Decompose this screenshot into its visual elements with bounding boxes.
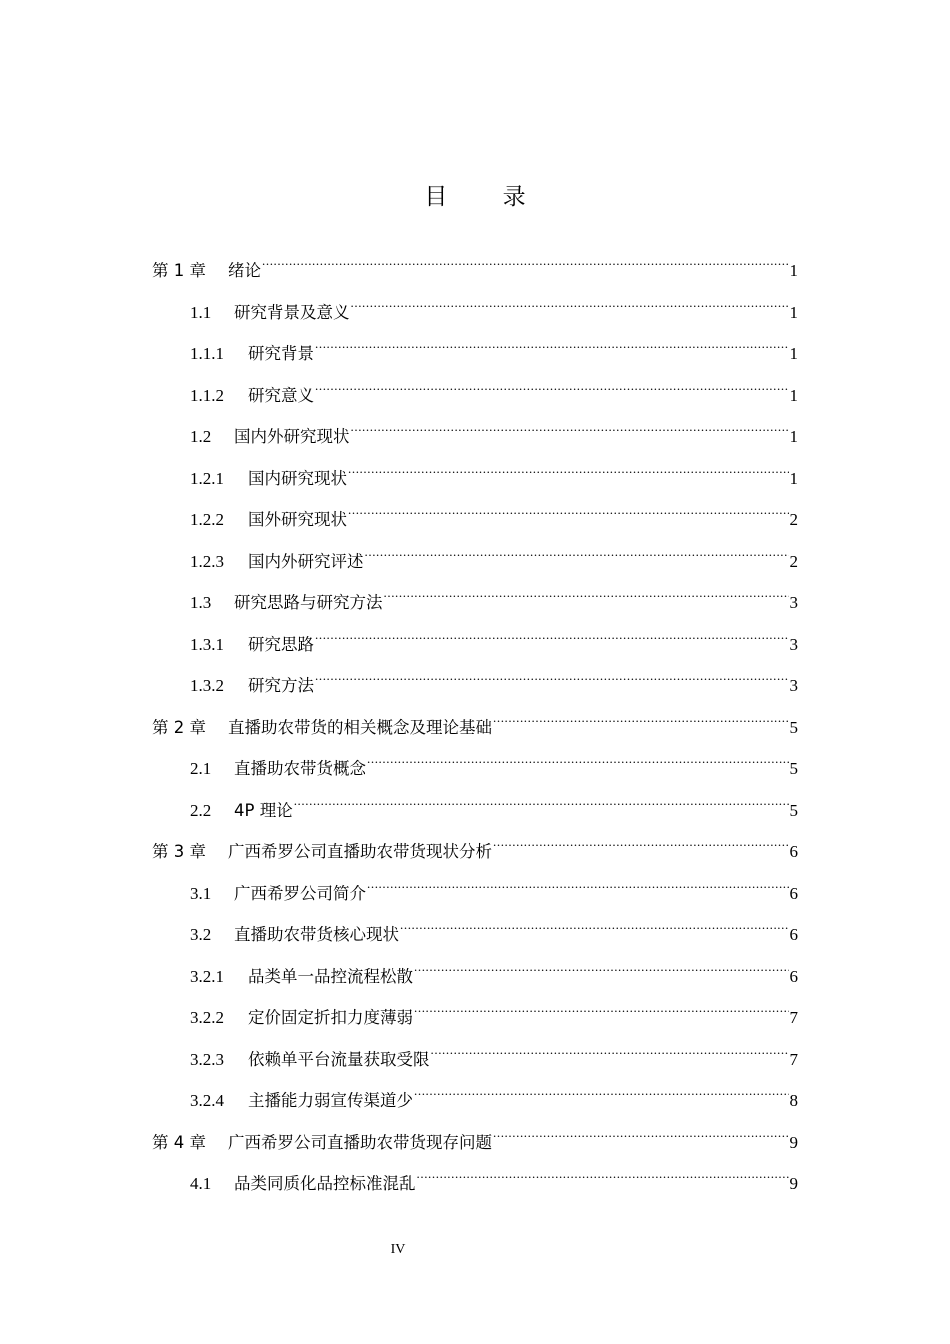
toc-entry[interactable] [190,323,798,363]
toc-entry-page: 2 [789,510,798,529]
toc-entry-number: 1.1.2 [190,386,224,405]
toc-entry-page: 5 [789,801,798,820]
toc-dot-leader [315,655,789,691]
toc-entry-title: 品类单一品控流程松散 [248,967,413,986]
toc-entry-number: 1.1.1 [190,344,224,363]
toc-entry[interactable] [190,1153,798,1193]
toc-entry[interactable] [152,697,798,737]
toc-dot-leader [348,448,789,484]
toc-entry-number: 第 3 章 [152,842,206,861]
toc-entry[interactable] [190,863,798,903]
toc-entry[interactable] [190,780,798,820]
toc-entry[interactable] [190,365,798,405]
toc-entry[interactable] [152,240,798,280]
toc-entry-number: 4.1 [190,1174,212,1193]
toc-entry-number: 1.2 [190,427,212,446]
toc-dot-leader [294,780,789,816]
toc-entry-title: 研究背景及意义 [234,303,350,322]
toc-entry-title: 研究思路与研究方法 [234,593,383,612]
toc-entry-page: 6 [789,925,798,944]
toc-entry-number: 第 2 章 [152,718,206,737]
toc-dot-leader [493,1112,789,1148]
toc-entry-title: 依赖单平台流量获取受限 [248,1050,430,1069]
toc-dot-leader [365,531,789,567]
toc-entry-number: 1.2.1 [190,469,224,488]
toc-entry-page: 3 [789,593,798,612]
toc-entry-number: 3.2.3 [190,1050,224,1069]
toc-entry-title: 绪论 [228,261,261,280]
toc-entry-title: 研究意义 [248,386,314,405]
toc-entry[interactable] [190,282,798,322]
page-title: 目 录 [424,184,550,210]
toc-entry-number: 1.2.3 [190,552,224,571]
toc-entry-page: 6 [789,967,798,986]
toc-entry-title: 广西希罗公司简介 [234,884,366,903]
toc-dot-leader [351,406,789,442]
toc-entry-number: 3.2 [190,925,212,944]
toc-entry-page: 1 [789,261,798,280]
toc-entry[interactable] [190,489,798,529]
toc-dot-leader [431,1029,789,1065]
footer-page-number: IV [390,1242,406,1257]
toc-entry-page: 3 [789,635,798,654]
toc-dot-leader [367,863,789,899]
toc-entry-title: 主播能力弱宣传渠道少 [248,1091,413,1110]
toc-dot-leader [493,697,789,733]
toc-entry-page: 5 [789,718,798,737]
toc-entry-page: 6 [789,884,798,903]
toc-entry-page: 1 [789,303,798,322]
toc-entry-number: 1.2.2 [190,510,224,529]
toc-entry-page: 1 [789,427,798,446]
toc-entry-page: 6 [789,842,798,861]
toc-dot-leader [414,946,789,982]
toc-dot-leader [315,365,789,401]
toc-entry-page: 7 [789,1050,798,1069]
toc-entry-page: 9 [789,1174,798,1193]
toc-entry-title: 研究背景 [248,344,314,363]
toc-dot-leader [348,489,789,525]
toc-dot-leader [315,614,789,650]
toc-entry-number: 2.2 [190,801,212,820]
toc-entry-number: 3.2.1 [190,967,224,986]
toc-dot-leader [493,821,789,857]
toc-entry-page: 2 [789,552,798,571]
toc-entry-title: 国外研究现状 [248,510,347,529]
toc-entry-title: 4P 理论 [234,801,293,820]
toc-dot-leader [414,1070,789,1106]
toc-dot-leader [315,323,789,359]
toc-entry-page: 8 [789,1091,798,1110]
toc-dot-leader [384,572,789,608]
toc-entry[interactable] [190,531,798,571]
toc-entry-page: 9 [789,1133,798,1152]
toc-entry-title: 直播助农带货概念 [234,759,366,778]
toc-entry[interactable] [190,614,798,654]
toc-entry[interactable] [190,738,798,778]
toc-entry-number: 2.1 [190,759,212,778]
toc-entry[interactable] [190,987,798,1027]
toc-entry[interactable] [190,448,798,488]
toc-entry-number: 3.2.4 [190,1091,224,1110]
toc-entry-page: 7 [789,1008,798,1027]
toc-entry[interactable] [190,904,798,944]
toc-dot-leader [414,987,789,1023]
toc-dot-leader [400,904,789,940]
toc-entry-page: 5 [789,759,798,778]
toc-entry[interactable] [152,1112,798,1152]
toc-entry-title: 直播助农带货核心现状 [234,925,399,944]
toc-entry-title: 品类同质化品控标准混乱 [234,1174,416,1193]
toc-entry-number: 1.3 [190,593,212,612]
toc-entry-number: 1.1 [190,303,212,322]
toc-entry[interactable] [190,1029,798,1069]
toc-entry-number: 3.1 [190,884,212,903]
toc-entry[interactable] [190,655,798,695]
toc-entry-page: 1 [789,386,798,405]
toc-entry-title: 国内研究现状 [248,469,347,488]
toc-entry-page: 3 [789,676,798,695]
toc-entry[interactable] [190,572,798,612]
toc-entry-title: 直播助农带货的相关概念及理论基础 [228,718,492,737]
toc-entry[interactable] [152,821,798,861]
toc-entry-title: 研究方法 [248,676,314,695]
toc-entry-number: 1.3.2 [190,676,224,695]
toc-entry-page: 1 [789,469,798,488]
toc-entry-number: 第 4 章 [152,1133,206,1152]
toc-dot-leader [417,1153,789,1189]
toc-entry-number: 1.3.1 [190,635,224,654]
toc-dot-leader [351,282,789,318]
toc-dot-leader [262,240,789,276]
toc-entry-title: 广西希罗公司直播助农带货现状分析 [228,842,492,861]
toc-entry-title: 广西希罗公司直播助农带货现存问题 [228,1133,492,1152]
toc-entry[interactable] [190,1070,798,1110]
toc-entry[interactable] [190,406,798,446]
toc-entry[interactable] [190,946,798,986]
toc-entry-title: 定价固定折扣力度薄弱 [248,1008,413,1027]
toc-entry-page: 1 [789,344,798,363]
toc-entry-number: 3.2.2 [190,1008,224,1027]
toc-entry-title: 研究思路 [248,635,314,654]
toc-dot-leader [367,738,789,774]
toc-entry-title: 国内外研究现状 [234,427,350,446]
toc-entry-title: 国内外研究评述 [248,552,364,571]
toc-entry-number: 第 1 章 [152,261,206,280]
